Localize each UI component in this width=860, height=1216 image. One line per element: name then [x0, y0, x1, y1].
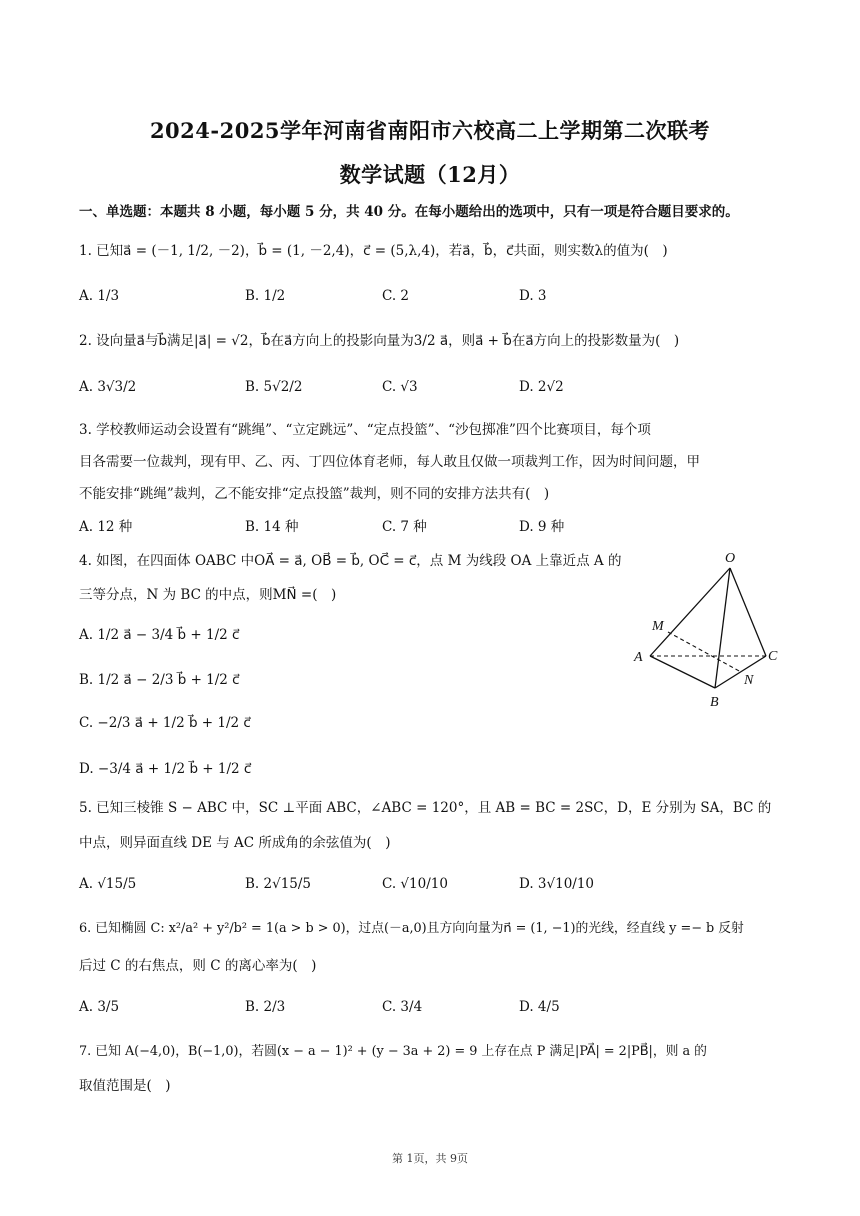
section-heading: 一、单选题：本题共 8 小题，每小题 5 分，共 40 分。在每小题给出的选项中，只有一项是符合题目要求的。: [79, 204, 739, 220]
document-subtitle: 数学试题（12月）: [339, 162, 521, 187]
q6-option-d: D. 4/5: [519, 999, 560, 1015]
q5-option-d: D. 3√10/10: [519, 876, 595, 892]
label-a: A: [634, 650, 643, 665]
label-o: O: [725, 551, 736, 566]
page-footer: 第 1页，共 9页: [392, 1152, 468, 1165]
q2-option-a: A. 3√3/2: [79, 379, 137, 395]
q6-option-a: A. 3/5: [79, 999, 120, 1015]
q3-option-c: C. 7 种: [382, 519, 427, 535]
q2-option-d: D. 2√2: [519, 379, 564, 395]
document-title: 2024-2025学年河南省南阳市六校高二上学期第二次联考: [149, 118, 711, 143]
q1-option-a: A. 1/3: [79, 288, 120, 304]
q3-option-b: B. 14 种: [245, 519, 299, 535]
q3-option-a: A. 12 种: [79, 519, 133, 535]
question-3-stem-line1: 3. 学校教师运动会设置有“跳绳”、“立定跳远”、“定点投篮”、“沙包掷准”四个比赛项目，每个项: [79, 422, 651, 438]
question-3-stem-line3: 不能安排“跳绳”裁判，乙不能安排“定点投篮”裁判，则不同的安排方法共有( ): [79, 486, 550, 502]
label-b: B: [710, 695, 719, 710]
question-6-stem-line2: 后过 C 的右焦点，则 C 的离心率为( ): [79, 958, 317, 974]
q4-option-a: A. 1/2 a⃗ − 3/4 b⃗ + 1/2 c⃗: [79, 627, 240, 643]
tetrahedron-figure: [620, 540, 800, 715]
label-c: C: [768, 649, 778, 664]
q6-option-c: C. 3/4: [382, 999, 423, 1015]
question-7-stem-line1: 7. 已知 A(−4,0)，B(−1,0)，若圆(x − a − 1)² + (y − 3a + 2) = 9 上存在点 P 满足|PA⃗| = 2|PB⃗|，则 a 的: [79, 1044, 707, 1059]
question-1-stem: 1. 已知a⃗ = (－1, 1/2, －2)，b⃗ = (1, －2,4)，c⃗ = (5,λ,4)，若a⃗，b⃗，c⃗共面，则实数λ的值为( ): [79, 243, 668, 259]
q4-option-d: D. −3/4 a⃗ + 1/2 b⃗ + 1/2 c⃗: [79, 761, 252, 777]
q5-option-c: C. √10/10: [382, 876, 448, 892]
q4-option-c: C. −2/3 a⃗ + 1/2 b⃗ + 1/2 c⃗: [79, 715, 251, 731]
question-2-stem: 2. 设向量a⃗与b⃗满足|a⃗| = √2，b⃗在a⃗方向上的投影向量为3/2 a⃗，则a⃗ + b⃗在a⃗方向上的投影数量为( ): [79, 333, 680, 349]
q6-option-b: B. 2/3: [245, 999, 286, 1015]
q3-option-d: D. 9 种: [519, 519, 565, 535]
q2-option-c: C. √3: [382, 379, 418, 395]
q2-option-b: B. 5√2/2: [245, 379, 303, 395]
q1-option-b: B. 1/2: [245, 288, 286, 304]
question-6-stem-line1: 6. 已知椭圆 C: x²/a² + y²/b² = 1(a > b > 0)，过点(－a,0)且方向向量为n⃗ = (1, −1)的光线，经直线 y =− b 反射: [79, 921, 744, 936]
q5-option-b: B. 2√15/5: [245, 876, 312, 892]
label-n: N: [744, 673, 754, 688]
question-5-stem-line1: 5. 已知三棱锥 S − ABC 中，SC ⊥平面 ABC，∠ABC = 120°，且 AB = BC = 2SC，D，E 分别为 SA，BC 的: [79, 800, 772, 816]
question-3-stem-line2: 目各需要一位裁判，现有甲、乙、丙、丁四位体育老师，每人敢且仅做一项裁判工作，因为时间问题，甲: [79, 454, 700, 470]
question-7-stem-line2: 取值范围是( ): [79, 1078, 171, 1094]
question-4-stem-line1: 4. 如图，在四面体 OABC 中OA⃗ = a⃗, OB⃗ = b⃗, OC⃗ = c⃗，点 M 为线段 OA 上靠近点 A 的: [79, 553, 622, 569]
question-5-stem-line2: 中点，则异面直线 DE 与 AC 所成角的余弦值为( ): [79, 835, 391, 851]
q1-option-d: D. 3: [519, 288, 547, 304]
q1-option-c: C. 2: [382, 288, 410, 304]
label-m: M: [652, 619, 664, 634]
q5-option-a: A. √15/5: [79, 876, 137, 892]
q4-option-b: B. 1/2 a⃗ − 2/3 b⃗ + 1/2 c⃗: [79, 672, 240, 688]
question-4-stem-line2: 三等分点，N 为 BC 的中点，则MN⃗ =( ): [79, 587, 337, 603]
